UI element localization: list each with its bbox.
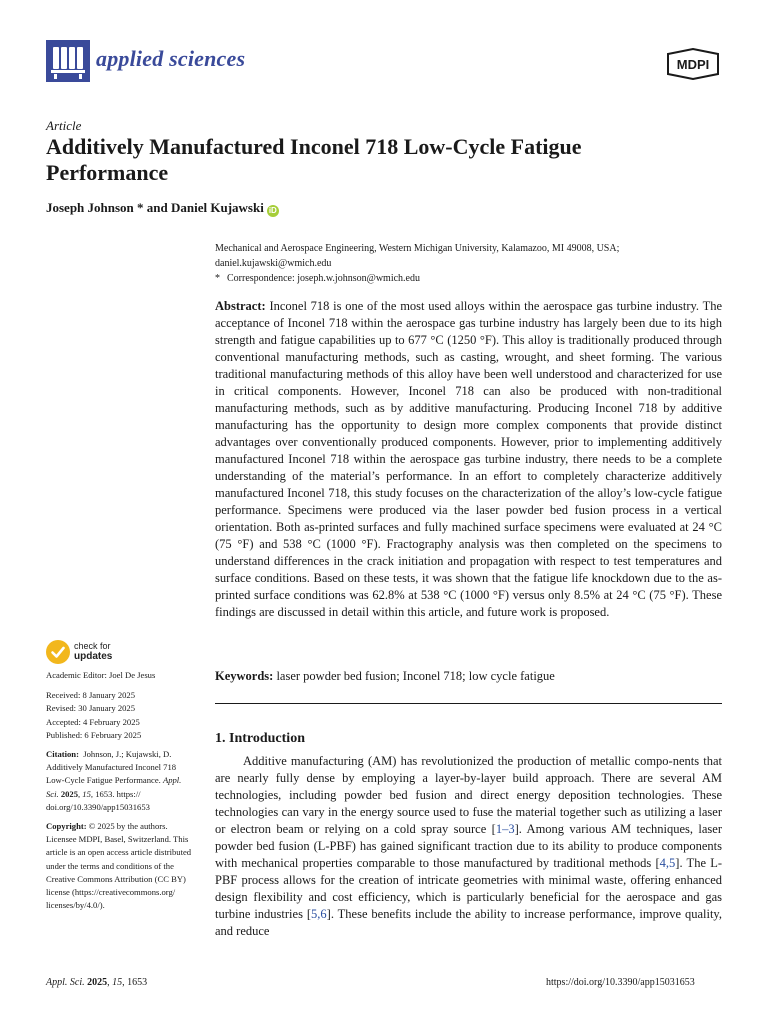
keywords xyxy=(215,669,555,684)
footer-doi-link[interactable]: https://doi.org/10.3390/app15031653 xyxy=(546,977,695,988)
reference-link[interactable]: 5,6 xyxy=(311,907,327,921)
section-divider xyxy=(215,703,722,704)
correspondence-text[interactable]: Correspondence: joseph.w.johnson@wmich.edu xyxy=(227,273,420,284)
received-date: Received: 8 January 2025 xyxy=(46,690,136,701)
footer-year: 2025 xyxy=(87,977,108,988)
check-updates-label xyxy=(74,641,112,662)
published-date: Published: 6 February 2025 xyxy=(46,729,142,740)
journal-name: applied sciences xyxy=(96,46,246,71)
keywords-text: laser powder bed fusion; Inconel 718; low cycle fatigue xyxy=(276,669,555,683)
intro-text-3: ]. The L-PBF process allows for the creation of intricate geometries with minimal waste, offering enhanced design flexibility and cost efficiency, which is particularly beneficial for the aerospace and gas turbine industries [ xyxy=(215,856,722,921)
revised-date: Revised: 30 January 2025 xyxy=(46,703,136,714)
check-for-updates-button[interactable] xyxy=(46,640,136,666)
intro-text-1: Additive manufacturing (AM) has revolutionized the production of metallic compo-nents that are nearly fully dense by employing a layer-by-layer build approach. There are several AM technologies, including powder bed fusion and direct energy deposition technologies. These technologies can vary in the energy source used to fuse the material together such as utilizing a laser or electron beam or relying on a cold spray source [ xyxy=(215,754,722,836)
citation-pages: , 1653. https:// xyxy=(90,788,141,799)
citation-doi-link[interactable]: doi.org/10.3390/app15031653 xyxy=(46,801,150,812)
correspondence-mark: * xyxy=(215,273,220,284)
citation-volume: 15 xyxy=(82,788,91,799)
footer-volume: 15 xyxy=(112,977,123,988)
citation-label: Citation: xyxy=(46,749,79,760)
affiliation-line: Mechanical and Aerospace Engineering, Western Michigan University, Kalamazoo, MI 49008, USA; xyxy=(215,243,620,254)
intro-text-4: ]. These benefits include the ability to increase performance, improve quality, and reduce xyxy=(215,907,722,938)
section-heading-introduction: 1. Introduction xyxy=(215,731,305,746)
journal-logo-mark-icon xyxy=(46,40,90,82)
citation: Citation: Johnson, J.; Kujawski, D. Additively Manufactured Inconel 718 Low-Cycle Fatigue Performance. Appl. Sci. 2025, 15, 1653. https:// doi.org/10.3390/app15031653 xyxy=(46,749,182,812)
citation-journal: Appl. Sci. xyxy=(46,775,182,799)
accepted-date: Accepted: 4 February 2025 xyxy=(46,716,140,727)
abstract xyxy=(215,298,722,621)
author-list xyxy=(46,200,279,217)
reference-link[interactable]: 1–3 xyxy=(495,822,515,836)
orcid-icon[interactable]: iD xyxy=(268,206,277,215)
academic-editor: Academic Editor: Joel De Jesus xyxy=(46,670,156,680)
abstract-text: Inconel 718 is one of the most used alloys within the aerospace gas turbine industry. The acceptance of Inconel 718 within the aerospace gas turbine industry has largely been due to its high strength and fatigue capabilities up to 677 °C (1250 °F). This alloy is traditionally produced through conventional manufacturing methods, such as casting, wrought, and sheet forming. The various traditional manufacturing methods of this alloy have been well understood and characterized for use in critical components. However, Inconel 718 can also be produced with non-traditional manufacturing methods, such as by additive manufacturing. Producing Inconel 718 by additive manufacturing has the opportunity to design more complex components that provide distinct advantages over conventionally produced components. However, prior to implementing additively manufactured Inconel 718 within the aerospace gas turbine industry, there needs to be a complete understanding of the material’s performance. In an effort to completely characterize additively manufactured Inconel 718, this study focuses on the characterization of the alloy’s low-cycle fatigue performance. Specimens were produced via the laser powder bed fusion process in a vertical orientation. Both as-printed surfaces and fully machined surface specimens were evaluated at 24 °C (75 °F) and 538 °C (1000 °F). Fractography analysis was then completed on the specimens to understand differences in the crack initiation and propagation with respect to test temperatures and surface conditions. Based on these tests, it was shown that the fatigue life knockdown due to the as-printed surface conditions was 62.8% at 538 °C (1000 °F) versus only 8.5% at 24 °C (75 °F). These findings are discussed in detail within this article, and future work is proposed. xyxy=(215,299,722,619)
footer-citation: Appl. Sci. 2025, 15, 1653 xyxy=(46,977,148,988)
citation-text: Johnson, J.; Kujawski, D. Additively Manufactured Inconel 718 Low-Cycle Fatigue Performance. xyxy=(46,749,177,786)
publisher-name: MDPI xyxy=(676,57,710,72)
copyright xyxy=(46,820,196,912)
reference-link[interactable]: 4,5 xyxy=(659,856,676,870)
intro-text-2: ]. Among various AM techniques, laser powder bed fusion (L-PBF) has gained significant traction due to its ability to produce components with mechanical properties comparable to those manufactured by traditional methods [ xyxy=(215,822,722,870)
check-updates-line1: check for xyxy=(74,641,111,651)
abstract-label: Abstract: xyxy=(215,299,266,313)
article-title: Additively Manufactured Inconel 718 Low-Cycle Fatigue Performance xyxy=(46,134,582,185)
introduction-paragraph xyxy=(215,753,722,940)
article-type: Article xyxy=(46,118,82,133)
mdpi-logo-icon xyxy=(664,48,722,80)
check-updates-line2: updates xyxy=(74,651,113,662)
keywords-label: Keywords: xyxy=(215,669,274,683)
journal-logo xyxy=(46,40,90,82)
article-sidebar xyxy=(46,669,196,912)
authors-text: Joseph Johnson * and Daniel Kujawski xyxy=(46,200,264,215)
copyright-label: Copyright: xyxy=(46,821,87,832)
affiliation-block xyxy=(215,241,725,286)
check-updates-icon xyxy=(46,640,70,664)
footer-journal: Appl. Sci. xyxy=(46,977,85,988)
footer-article-number: , 1653 xyxy=(122,977,148,988)
publisher-logo xyxy=(664,48,722,80)
copyright-text: © 2025 by the authors. Licensee MDPI, Basel, Switzerland. This article is an open access article distributed under the terms and conditions of the Creative Commons Attribution (CC BY) license (https://creativecommons.org/ licenses/by/4.0/). xyxy=(46,821,192,911)
citation-year: 2025 xyxy=(60,788,78,799)
correspondence-line xyxy=(215,271,725,286)
affiliation-email[interactable]: daniel.kujawski@wmich.edu xyxy=(215,258,332,269)
